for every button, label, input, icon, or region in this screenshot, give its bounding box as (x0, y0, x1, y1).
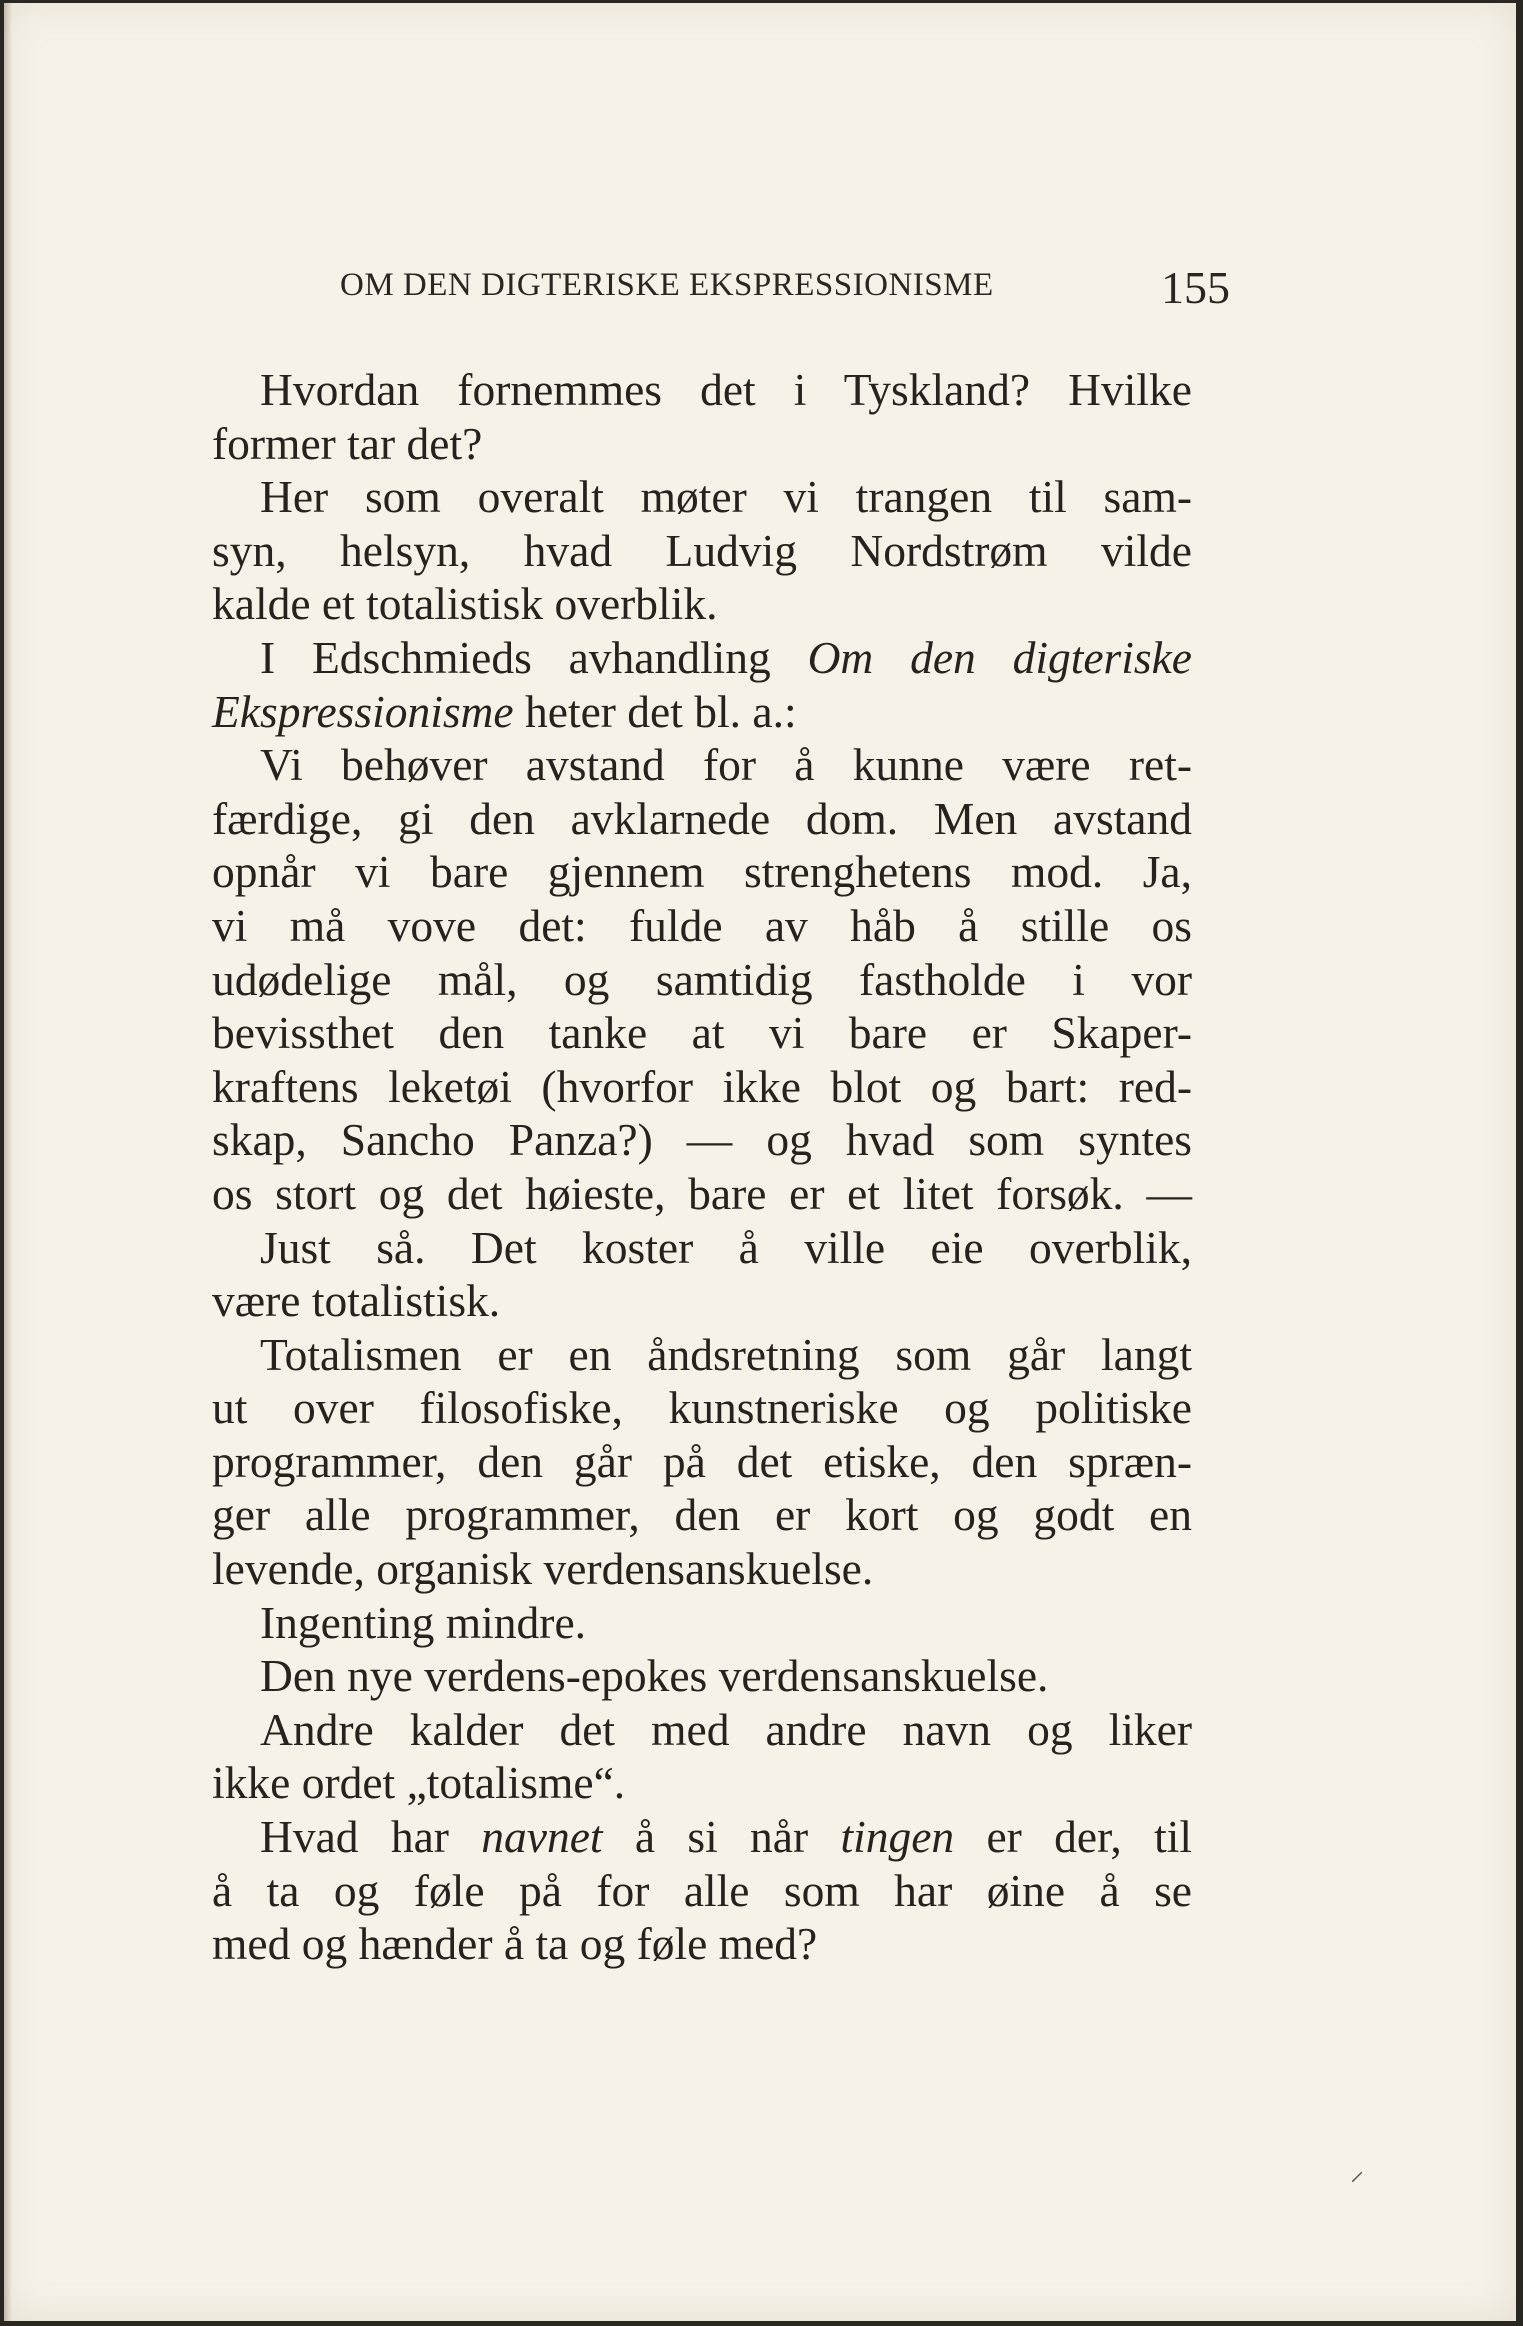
text-line: ut over filosofiske, kunstneriske og politiske (212, 1382, 1192, 1434)
italic-word: navnet (481, 1811, 603, 1863)
italic-title: Om den digteriske (807, 631, 1192, 683)
page-edge-shadow (4, 3, 12, 2321)
text-line (212, 685, 1192, 739)
text-line: kalde et totalistisk overblik. (212, 578, 718, 630)
book-page (4, 3, 1516, 2321)
text-line: syn, helsyn, hvad Ludvig Nordstrøm vilde (212, 524, 1192, 576)
text-segment: heter det bl. a.: (513, 685, 797, 737)
text-line: os stort og det høieste, bare er et litet forsøk. — (212, 1167, 1192, 1219)
text-line: med og hænder å ta og føle med? (212, 1918, 818, 1970)
running-title: OM DEN DIGTERISKE EKSPRESSIONISME (340, 267, 994, 303)
text-line: å ta og føle på for alle som har øine å se (212, 1864, 1192, 1916)
text-line: Her som overalt møter vi trangen til sam- (260, 471, 1192, 523)
text-line: bevissthet den tanke at vi bare er Skaper- (212, 1007, 1192, 1059)
italic-title: Ekspressionisme (212, 685, 514, 737)
text-line: programmer, den går på det etiske, den spræn- (212, 1435, 1192, 1487)
paper-speck: ⸝ (1350, 2156, 1365, 2187)
text-line: færdige, gi den avklarnede dom. Men avstand (212, 792, 1192, 844)
text-line: Hvordan fornemmes det i Tyskland? Hvilke (260, 364, 1192, 415)
italic-word: tingen (840, 1811, 955, 1863)
text-line: kraftens leketøi (hvorfor ikke blot og bart: red- (212, 1060, 1192, 1112)
text-segment: er der, til (954, 1811, 1193, 1863)
text-line: Just så. Det koster å ville eie overblik, (260, 1221, 1192, 1273)
text-line: former tar det? (212, 417, 483, 469)
text-line: ikke ordet „totalisme“. (212, 1757, 626, 1809)
text-line: skap, Sancho Panza?) — og hvad som syntes (212, 1114, 1192, 1166)
text-line (212, 631, 1192, 685)
text-line: levende, organisk verdensanskuelse. (212, 1543, 874, 1595)
page-number: 155 (1161, 262, 1230, 313)
text-segment: I Edschmieds avhandling (260, 631, 808, 683)
text-line: Andre kalder det med andre navn og liker (260, 1703, 1192, 1755)
text-line: vi må vove det: fulde av håb å stille os (212, 899, 1192, 951)
text-segment: å si når (602, 1811, 841, 1863)
text-line: opnår vi bare gjennem strenghetens mod. Ja, (212, 846, 1192, 898)
text-line: Totalismen er en åndsretning som går langt (260, 1328, 1192, 1380)
text-segment: Hvad har (260, 1811, 482, 1863)
body-text (212, 363, 1192, 1971)
running-head (340, 259, 1230, 319)
text-line: være totalistisk. (212, 1275, 501, 1327)
text-line: Ingenting mindre. (260, 1596, 587, 1648)
text-line (212, 1810, 1192, 1864)
text-line: Den nye verdens-epokes verdensanskuelse. (260, 1650, 1049, 1702)
text-line: Vi behøver avstand for å kunne være ret- (260, 739, 1192, 791)
text-line: ger alle programmer, den er kort og godt en (212, 1489, 1192, 1541)
text-line: udødelige mål, og samtidig fastholde i vor (212, 953, 1192, 1005)
